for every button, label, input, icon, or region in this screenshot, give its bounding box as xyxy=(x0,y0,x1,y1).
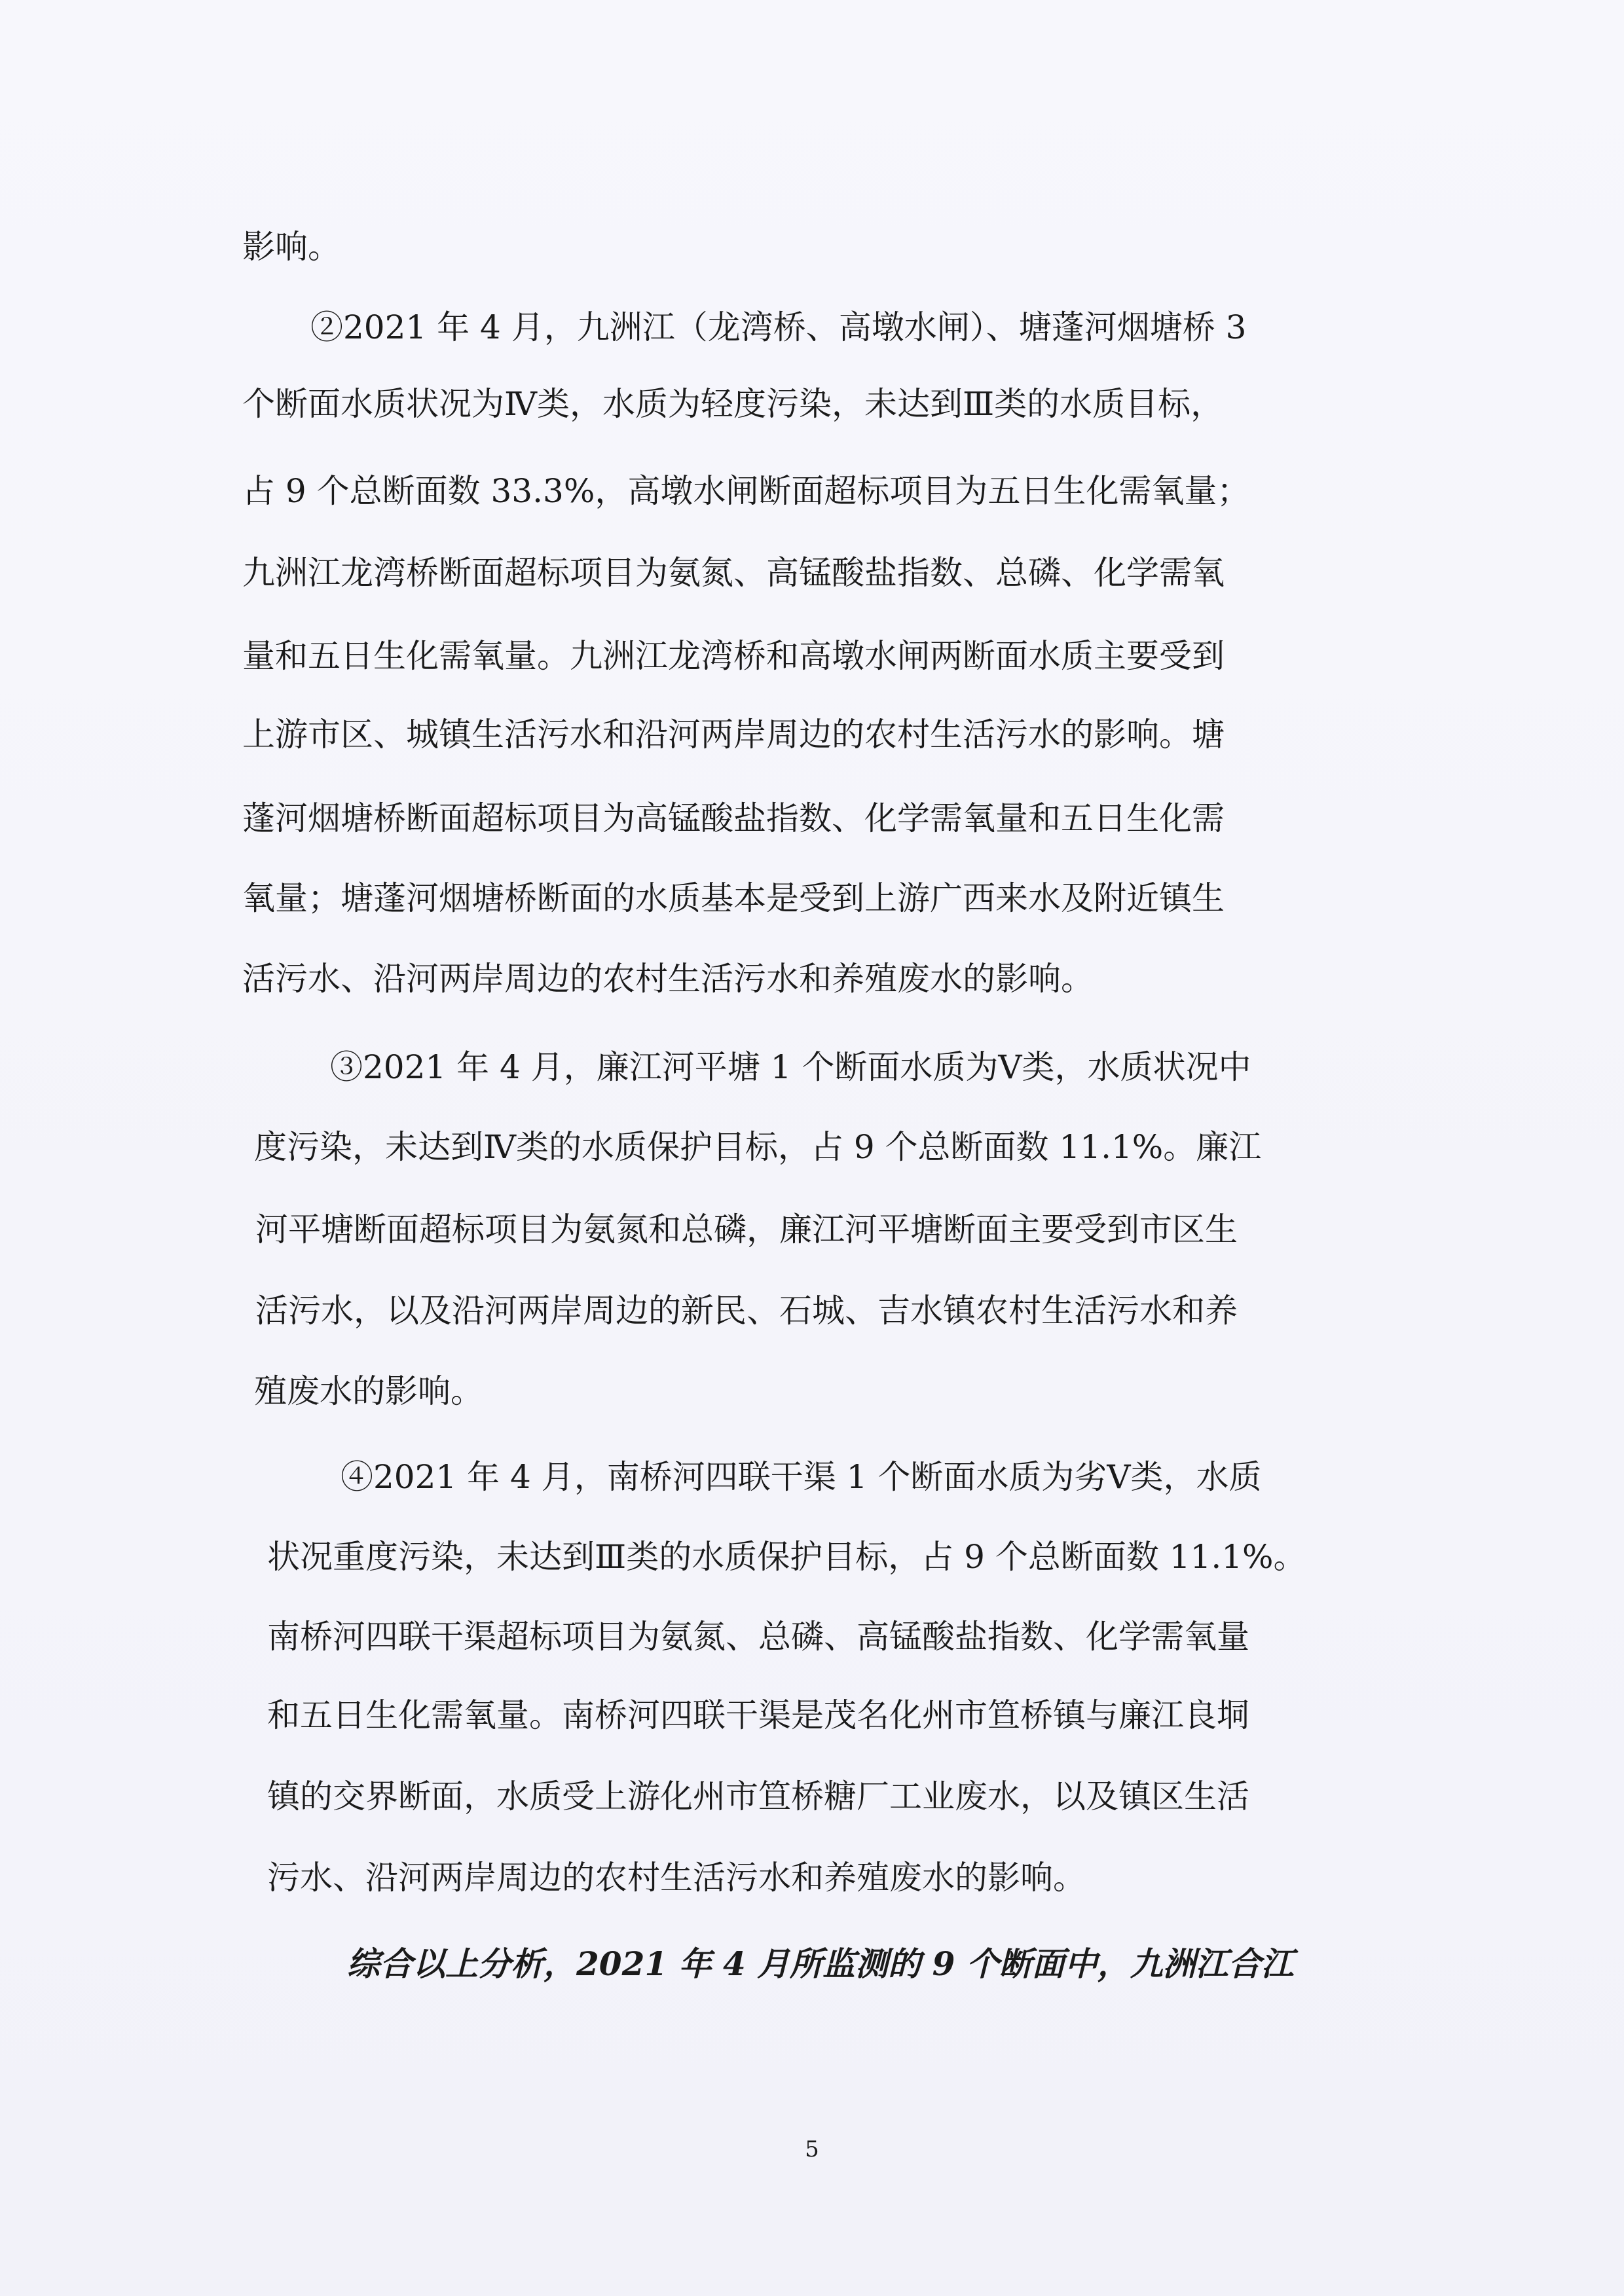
page-number: 5 xyxy=(805,2136,819,2162)
document-page: 影响。 ②2021 年 4 月，九洲江（龙湾桥、高墩水闸）、塘蓬河烟塘桥 3 个断面水质状况为Ⅳ类，水质为轻度污染，未达到Ⅲ类的水质目标， 占 9 个总断面数 33.3%，高墩水闸断面超标项目为五日生化需氧量； 九洲江龙湾桥断面超标项目为氨氮、高锰酸盐指数、总磷、化学需氧 量和五日生化需氧量。九洲江龙湾桥和高墩水闸两断面水质主要受到 上游市区、城镇生活污水和沿河两岸周边的农村生活污水的影响。塘 蓬河烟塘桥断面超标项目为高锰酸盐指数、化学需氧量和五日生化需 氧量；塘蓬河烟塘桥断面的水质基本是受到上游广西来水及附近镇生 活污水、沿河两岸周边的农村生活污水和养殖废水的影响。 ③2021 年 4 月，廉江河平塘 1 个断面水质为Ⅴ类，水质状况中 度污染，未达到Ⅳ类的水质保护目标，占 9 个总断面数 11.1%。廉江 河平塘断面超标项目为氨氮和总磷，廉江河平塘断面主要受到市区生 活污水，以及沿河两岸周边的新民、石城、吉水镇农村生活污水和养 殖废水的影响。 ④2021 年 4 月，南桥河四联干渠 1 个断面水质为劣Ⅴ类，水质 状况重度污染，未达到Ⅲ类的水质保护目标，占 9 个总断面数 11.1%。 南桥河四联干渠超标项目为氨氮、总磷、高锰酸盐指数、化学需氧量 和五日生化需氧量。南桥河四联干渠是茂名化州市笪桥镇与廉江良垌 镇的交界断面，水质受上游化州市笪桥糖厂工业废水，以及镇区生活 污水、沿河两岸周边的农村生活污水和养殖废水的影响。 综合以上分析，2021 年 4 月所监测的 9 个断面中，九洲江合江 5 xyxy=(0,0,1624,2296)
